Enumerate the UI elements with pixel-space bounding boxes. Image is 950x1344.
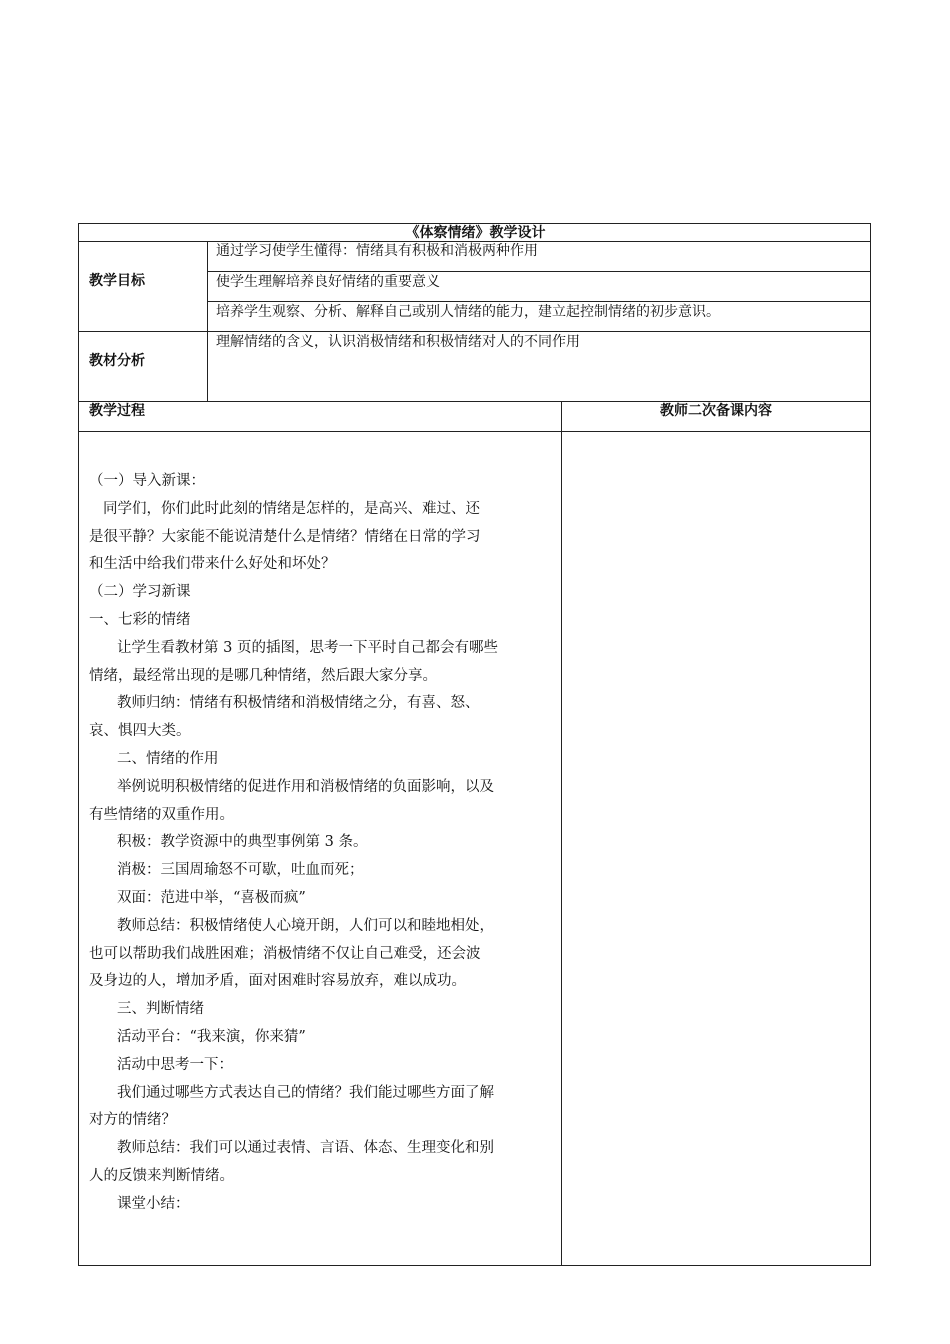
process-line: 是很平静？大家能不能说清楚什么是情绪？情绪在日常的学习 bbox=[89, 528, 481, 545]
process-line: 人的反馈来判断情绪。 bbox=[89, 1167, 234, 1184]
process-line: 有些情绪的双重作用。 bbox=[89, 806, 234, 823]
process-line: 活动中思考一下： bbox=[117, 1056, 233, 1073]
process-line: 一、七彩的情绪 bbox=[89, 611, 191, 628]
analysis-text: 理解情绪的含义，认识消极情绪和积极情绪对人的不同作用 bbox=[216, 334, 580, 350]
second-prep-label: 教师二次备课内容 bbox=[660, 403, 772, 419]
objective-item: 通过学习使学生懂得：情绪具有积极和消极两种作用 bbox=[216, 243, 538, 259]
objectives-label: 教学目标 bbox=[89, 273, 145, 289]
process-line: 活动平台：“我来演，你来猜” bbox=[117, 1028, 306, 1045]
lesson-plan-table bbox=[78, 223, 871, 1266]
row-divider bbox=[207, 271, 870, 272]
objective-item: 使学生理解培养良好情绪的重要意义 bbox=[216, 274, 440, 290]
process-line: 双面：范进中举，“喜极而疯” bbox=[117, 889, 306, 906]
process-content bbox=[89, 468, 554, 1219]
process-line: 教师总结：我们可以通过表情、言语、体态、生理变化和别 bbox=[117, 1140, 494, 1157]
row-divider bbox=[79, 331, 870, 332]
row-divider bbox=[79, 431, 870, 432]
document-title: 《体察情绪》教学设计 bbox=[405, 225, 546, 241]
process-line: 二、情绪的作用 bbox=[117, 750, 219, 767]
objective-item: 培养学生观察、分析、解释自己或别人情绪的能力，建立起控制情绪的初步意识。 bbox=[216, 304, 720, 320]
label-column-divider bbox=[207, 241, 208, 401]
process-line: 举例说明积极情绪的促进作用和消极情绪的负面影响，以及 bbox=[117, 778, 494, 795]
row-divider bbox=[207, 301, 870, 302]
process-line: （二）学习新课 bbox=[89, 584, 191, 601]
process-line: 消极：三国周瑜怒不可歇，吐血而死； bbox=[117, 862, 364, 879]
process-label: 教学过程 bbox=[89, 403, 145, 419]
process-line: 教师总结：积极情绪使人心境开朗，人们可以和睦地相处， bbox=[117, 917, 494, 934]
process-line: 三、判断情绪 bbox=[117, 1001, 204, 1018]
process-line: 让学生看教材第 3 页的插图，思考一下平时自己都会有哪些 bbox=[117, 639, 498, 656]
process-line: 及身边的人，增加矛盾，面对困难时容易放弃，难以成功。 bbox=[89, 973, 466, 990]
process-line: 积极：教学资源中的典型事例第 3 条。 bbox=[117, 834, 368, 851]
process-line: 课堂小结： bbox=[117, 1195, 190, 1212]
process-line: 也可以帮助我们战胜困难；消极情绪不仅让自己难受，还会波 bbox=[89, 945, 481, 962]
process-line: 教师归纳：情绪有积极情绪和消极情绪之分，有喜、怒、 bbox=[117, 695, 480, 712]
process-line: 我们通过哪些方式表达自己的情绪？我们能过哪些方面了解 bbox=[117, 1084, 494, 1101]
process-line: 情绪，最经常出现的是哪几种情绪，然后跟大家分享。 bbox=[89, 667, 437, 684]
analysis-label: 教材分析 bbox=[89, 353, 145, 369]
process-line: 对方的情绪？ bbox=[89, 1112, 176, 1129]
process-line: （一）导入新课： bbox=[89, 473, 205, 489]
process-line: 哀、惧四大类。 bbox=[89, 723, 191, 740]
process-column-divider bbox=[561, 401, 562, 1265]
process-line: 同学们，你们此时此刻的情绪是怎样的，是高兴、难过、还 bbox=[103, 500, 480, 517]
process-line: 和生活中给我们带来什么好处和坏处？ bbox=[89, 556, 336, 573]
